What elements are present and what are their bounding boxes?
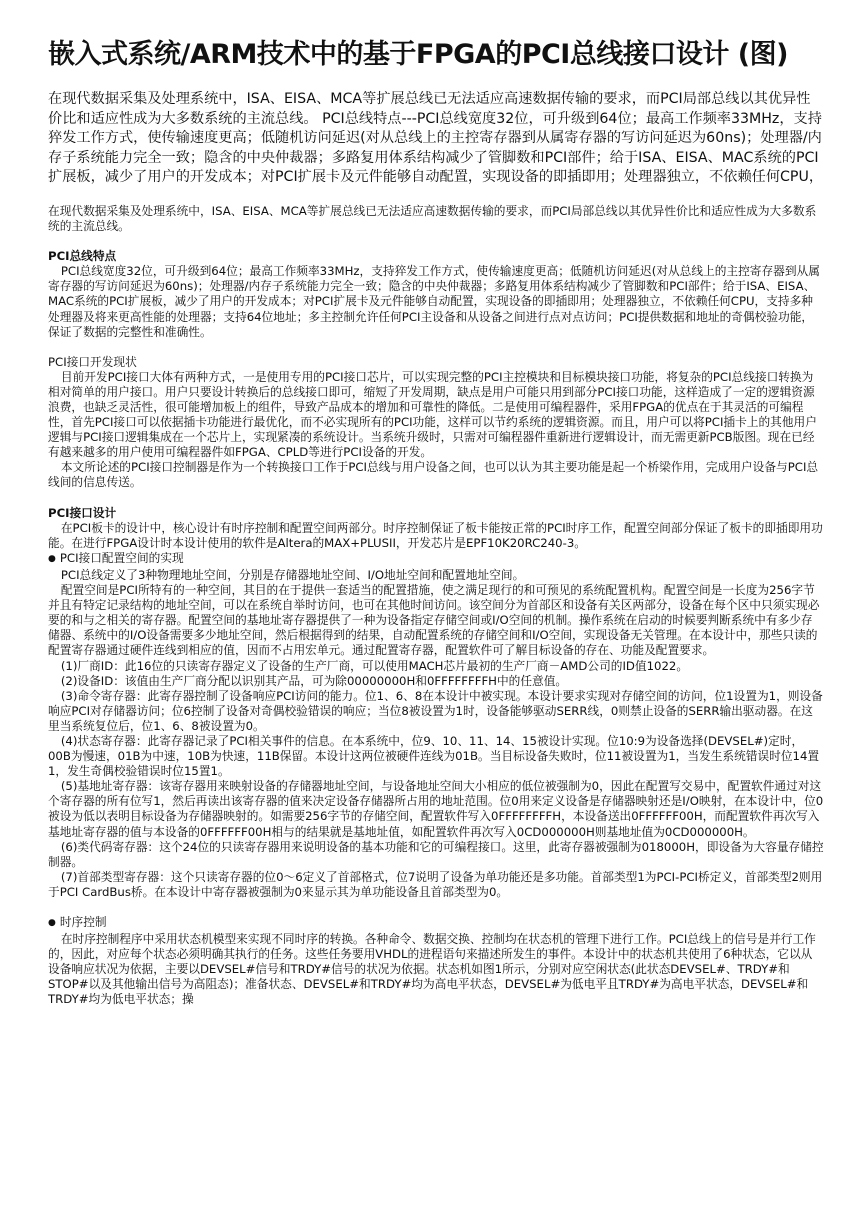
status-paragraph-1: 目前开发PCI接口大体有两种方式，一是使用专用的PCI接口芯片，可以实现完整的PCI主控模块和目标模块接口功能，将复杂的PCI总线接口转换为相对简单的用户接口。用户只要设计转换后的总线接口即可，缩短了开发周期，缺点是用户可能只用到部分PCI接口功能，这样造成了一定的逻辑资源浪费，也缺乏灵活性，很可能增加板上的组件，导致产品成本的增加和可靠性的降低。二是使用可编程器件，采用FPGA的优点在于其灵活的可编程性，首先PCI接口可以依据插卡功能进行最优化，而不必实现所有的PCI功能，这样可以节约系统的逻辑资源。而且，用户可以将PCI插卡上的其他用户逻辑与PCI接口逻辑集成在一个芯片上，实现紧凑的系统设计。当系统升级时，只需对可编程器件重新进行逻辑设计，而无需更新PCB版图。现在已经有越来越多的用户使用可编程器件如FPGA、CPLD等进行PCI设备的开发。	[48, 369, 817, 460]
register-device-id: (2)设备ID：该值由生产厂商分配以识别其产品，可为除00000000H和0FFFFFFFFH中的任意值。	[60, 673, 568, 688]
register-status: (4)状态寄存器：此寄存器记录了PCI相关事件的信息。在本系统中，位9、10、11、14、15被设计实现。位10:9为设备选择(DEVSEL#)定时，00B为慢速，01B为中速，10B为快速，11B保留。本设计这两位被硬件连线为01B。当目标设备失败时，位11被设置为1，当发生系统错误时位14置1，发生奇偶校验错误时位15置1。	[48, 733, 820, 779]
config-paragraph-1: PCI总线定义了3种物理地址空间，分别是存储器地址空间、I/O地址空间和配置地址空间。	[60, 567, 525, 582]
section-heading-status: PCI接口开发现状	[48, 354, 137, 369]
features-paragraph: PCI总线宽度32位，可升级到64位；最高工作频率33MHz，支持猝发工作方式，使传输速度更高；低随机访问延迟(对从总线上的主控寄存器到从属寄存器的写访问延迟为60ns)；处理器/内存子系统能力完全一致；隐含的中央仲裁器；多路复用体系结构减少了管脚数和PCI部件；给于ISA、EISA、MAC系统的PCI扩展板，减少了用户的开发成本；对PCI扩展卡及元件能够自动配置，实现设备的即插即用；处理器独立，不依赖任何CPU，支持多种处理器及将来更高性能的处理器；支持64位地址；多主控制允许任何PCI主设备和从设备之间进行点对点访问；PCI提供数据和地址的奇偶校验功能，保证了数据的完整性和准确性。	[48, 264, 820, 339]
article-body	[48, 204, 824, 1008]
register-class-code: (6)类代码寄存器：这个24位的只读寄存器用来说明设备的基本功能和它的可编程接口。这里，此寄存器被强制为018000H，即设备为大容量存储控制器。	[48, 839, 824, 869]
register-header-type: (7)首部类型寄存器：这个只读寄存器的位0～6定义了首部格式，位7说明了设备为单功能还是多功能。首部类型1为PCI-PCI桥定义，首部类型2则用于PCI CardBus桥。在本设计中寄存器被强制为0来显示其为单功能设备且首部类型为0。	[48, 869, 823, 899]
section-heading-design: PCI接口设计	[48, 505, 117, 520]
bullet-timing-control: ● 时序控制	[48, 915, 824, 932]
page-title: 嵌入式系统/ARM技术中的基于FPGA的PCI总线接口设计 (图)	[48, 39, 788, 70]
timing-paragraph: 在时序控制程序中采用状态机模型来实现不同时序的转换。各种命令、数据交换、控制均在状态机的管理下进行工作。PCI总线上的信号是并行工作的，因此，对应每个状态必须明确其执行的任务。这些任务要用VHDL的进程语句来描述所发生的事件。本设计中的状态机共使用了6种状态，它以从设备响应状况为依据，主要以DEVSEL#信号和TRDY#信号的状况为依据。状态机如图1所示，分别对应空闲状态(此状态DEVSEL#、TRDY#和STOP#以及其他输出信号为高阻态)；准备状态、DEVSEL#和TRDY#均为高电平状态，DEVSEL#为低电平且TRDY#为高电平状态，DEVSEL#和TRDY#均为低电平状态；操	[48, 932, 816, 1007]
intro-summary: 在现代数据采集及处理系统中，ISA、EISA、MCA等扩展总线已无法适应高速数据传输的要求，而PCI局部总线以其优异性价比和适应性成为大多数系统的主流总线。 PCI总线特点---PCI总线宽度32位，可升级到64位；最高工作频率33MHz，支持猝发工作方式，使传输速度更高；低随机访问延迟(对从总线上的主控寄存器到从属寄存器的写访问延迟为60ns)；处理器/内存子系统能力完全一致；隐含的中央仲裁器；多路复用体系结构减少了管脚数和PCI部件；给于ISA、EISA、MAC系统的PCI扩展板，减少了用户的开发成本；对PCI扩展卡及元件能够自动配置，实现设备的即插即用；处理器独立，不依赖任何CPU，	[48, 91, 824, 186]
register-command: (3)命令寄存器：此寄存器控制了设备响应PCI访问的能力。位1、6、8在本设计中被实现。本设计要求实现对存储空间的访问，位1设置为1，则设备响应PCI对存储器访问；位6控制了设备对奇偶校验错误的响应；当位8被设置为1时，设备能够驱动SERR线，0则禁止设备的SERR输出驱动器。在这里当系统复位后，位1、6、8被设置为0。	[48, 688, 823, 733]
register-base-address: (5)基地址寄存器：该寄存器用来映射设备的存储器地址空间，与设备地址空间大小相应的低位被强制为0，因此在配置写交易中，配置软件通过对这个寄存器的所有位写1，然后再读出该寄存器的值来决定设备存储器所占用的地址范围。位0用来定义设备是存储器映射还是I/O映射，在本设计中，位0被设为低以表明目标设备为存储器映射的。如需要256字节的存储空间，配置软件写入0FFFFFFFFH，本设备送出0FFFFFF00H，而配置软件再次写入基地址寄存器的值与本设备的0FFFFFF00H相与的结果就是基地址值，如配置软件再次写入0CD000000H则基地址值为0CD000000H。	[48, 779, 824, 839]
register-vendor-id: (1)厂商ID：此16位的只读寄存器定义了设备的生产厂商，可以使用MACH芯片最初的生产厂商－AMD公司的ID值1022。	[60, 658, 689, 673]
design-paragraph: 在PCI板卡的设计中，核心设计有时序控制和配置空间两部分。时序控制保证了板卡能按正常的PCI时序工作，配置空间部分保证了板卡的即插即用功能。在进行FPGA设计时本设计使用的软件是Altera的MAX+PLUSII，开发芯片是EPF10K20RC240-3。	[48, 520, 823, 550]
intro-paragraph: 在现代数据采集及处理系统中，ISA、EISA、MCA等扩展总线已无法适应高速数据传输的要求，而PCI局部总线以其优异性价比和适应性成为大多数系统的主流总线。	[48, 203, 817, 234]
status-paragraph-2: 本文所论述的PCI接口控制器是作为一个转换接口工作于PCI总线与用户设备之间，也可以认为其主要功能是起一个桥梁作用，完成用户设备与PCI总线间的信息传送。	[48, 460, 819, 490]
config-paragraph-2: 配置空间是PCI所特有的一种空间，其目的在于提供一套适当的配置措施，使之满足现行的和可预见的系统配置机构。配置空间是一长度为256字节并且有特定记录结构的地址空间，可以在系统自举时访问，也可在其他时间访问。该空间分为首部区和设备有关区两部分，设备在每个区中只须实现必要的和与之相关的寄存器。配置空间的基地址寄存器提供了一种为设备指定存储空间或I/O空间的机制。操作系统在启动的时候要判断系统中有多少存储器、系统中的I/O设备需要多少地址空间，然后根据得到的结果，自动配置系统的存储空间和I/O空间，实现设备无关管理。在本设计中，那些只读的配置寄存器通过硬件连线到相应的值，因而不占用宏单元。通过配置寄存器，配置软件可了解目标设备的存在、功能及配置要求。	[48, 583, 820, 658]
bullet-config-space: ● PCI接口配置空间的实现	[48, 551, 824, 568]
section-heading-features: PCI总线特点	[48, 249, 117, 264]
